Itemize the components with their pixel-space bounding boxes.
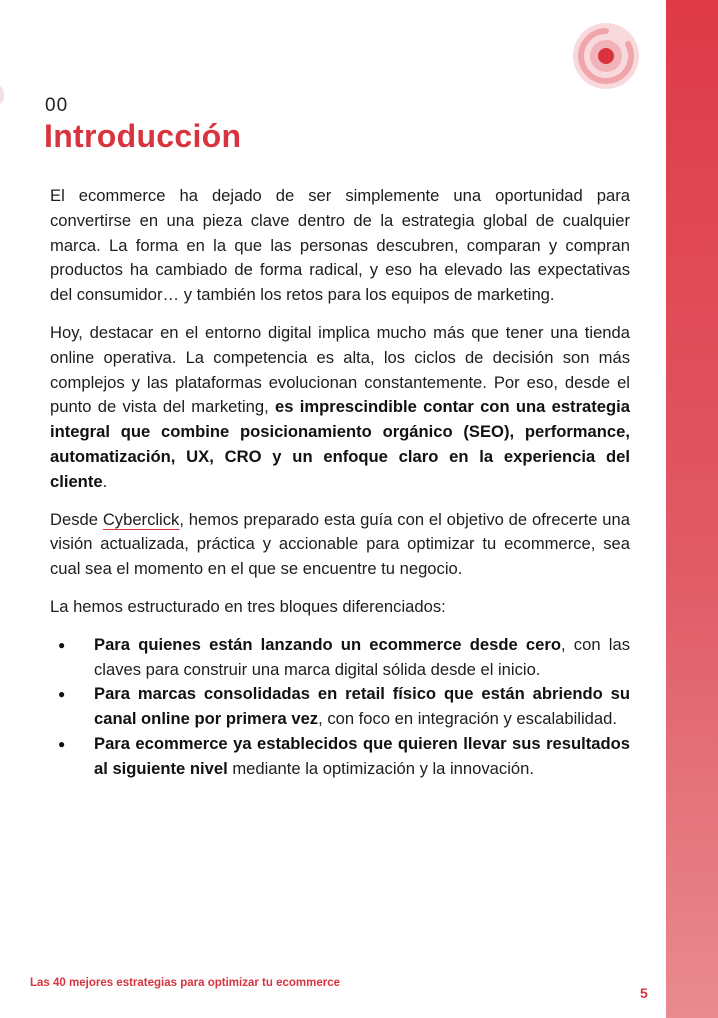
list-item-text: , con foco en integración y escalabilidad.	[318, 709, 617, 729]
target-circles-logo-icon	[572, 22, 640, 90]
decorative-side-bar	[666, 0, 718, 1018]
list-item-text: , con las claves para construir una marca digital sólida desde el inicio.	[94, 634, 630, 679]
main-content	[50, 184, 630, 782]
list-item-bold: Para quienes están lanzando un ecommerce desde cero	[94, 634, 561, 654]
paragraph-3-text: Desde	[50, 509, 103, 529]
decorative-edge-tab	[0, 84, 4, 106]
cyberclick-link[interactable]: Cyberclick	[102, 509, 180, 529]
page-number: 5	[640, 985, 648, 1001]
section-number: 00	[45, 95, 69, 116]
intro-paragraph-4: La hemos estructurado en tres bloques diferenciados:	[50, 596, 446, 616]
list-item-text: mediante la optimización y la innovación.	[227, 758, 534, 778]
blocks-list	[50, 633, 630, 782]
list-item-bold: Para ecommerce ya establecidos que quieren llevar sus resultados al siguiente nivel	[94, 733, 630, 778]
paragraph-2-end: .	[102, 471, 108, 491]
paragraph-2-highlight: es imprescindible contar con una estrategia integral que combine posicionamiento orgánico (SEO), performance, automatización, UX, CRO y un enfoque claro en la experiencia del cliente	[50, 397, 630, 491]
intro-paragraph-2	[50, 321, 630, 495]
footer-document-title: Las 40 mejores estrategias para optimizar tu ecommerce	[30, 977, 341, 989]
list-item	[50, 732, 630, 782]
list-item	[50, 682, 630, 732]
intro-paragraph-1: El ecommerce ha dejado de ser simplemente una oportunidad para convertirse en una pieza clave dentro de la estrategia global de cualquier marca. La forma en la que las personas descubren, comparan y compran productos ha cambiado de forma radical, y eso ha elevado las expectativas del consumidor… y también los retos para los equipos de marketing.	[50, 186, 630, 305]
list-item	[50, 633, 630, 683]
intro-paragraph-3	[50, 508, 630, 582]
list-item-bold: Para marcas consolidadas en retail físico que están abriendo su canal online por primera vez	[94, 684, 630, 729]
page-title: Introducción	[44, 118, 242, 154]
paragraph-3-end: , hemos preparado esta guía con el objetivo de ofrecerte una visión actualizada, práctica y accionable para optimizar tu ecommerce, sea cual sea el momento en el que se encuentre tu negocio.	[50, 509, 630, 579]
paragraph-2-text: Hoy, destacar en el entorno digital implica mucho más que tener una tienda online operativa. La competencia es alta, los ciclos de decisión son más complejos y las plataformas evolucionan constantemente. Por eso, desde el punto de vista del marketing,	[50, 322, 630, 417]
